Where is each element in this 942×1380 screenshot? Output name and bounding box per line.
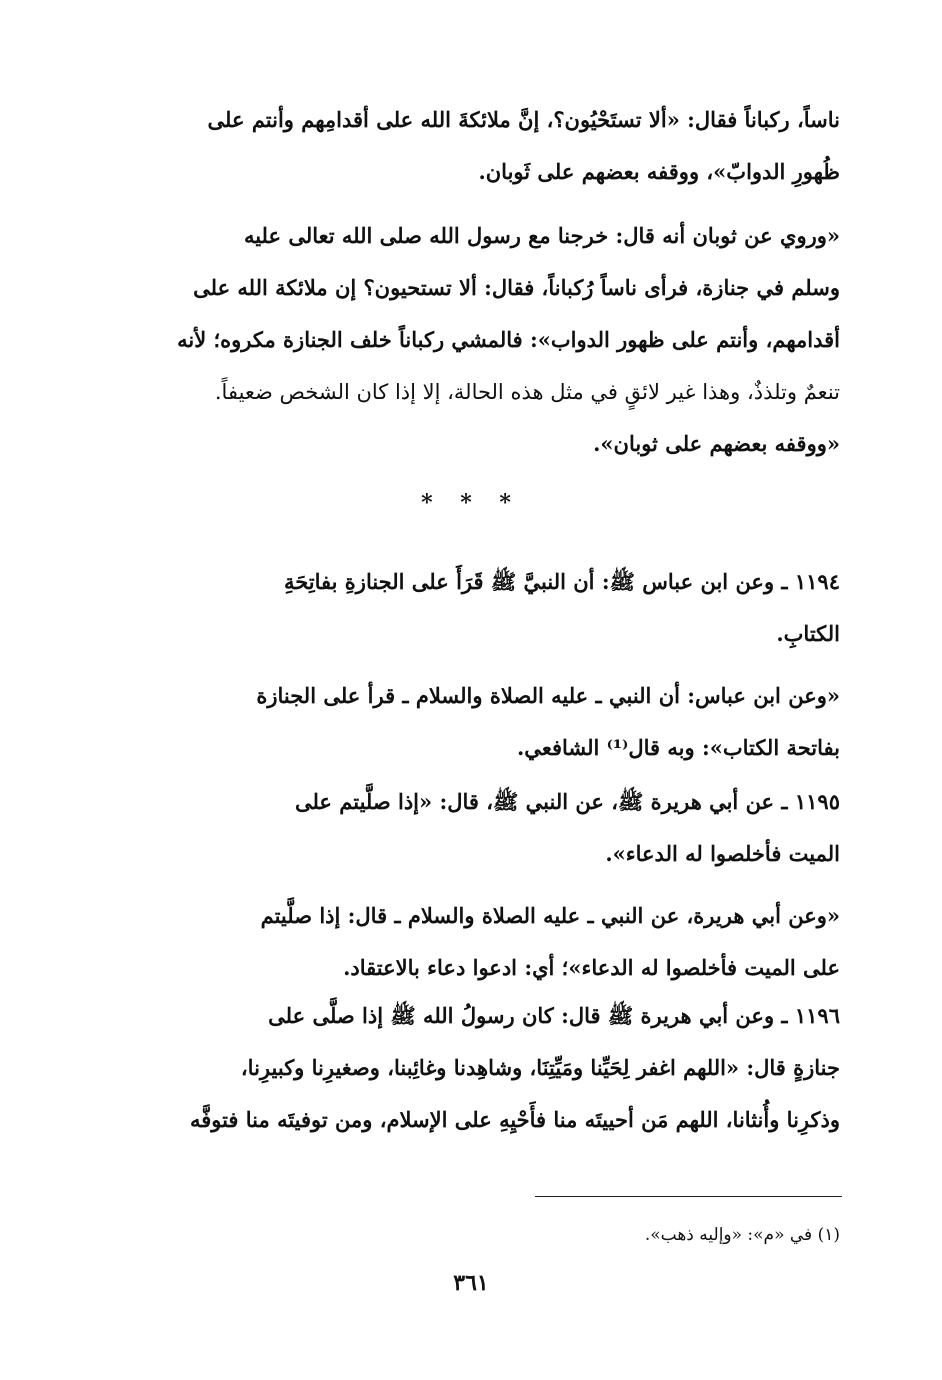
text-line: الميت فأخلصوا له الدعاء». — [605, 841, 840, 866]
paragraph-commentary — [130, 210, 840, 470]
text-line: ناساً، ركباناً فقال: «ألا تستَحْيُون؟، إنَّ ملائكةَ الله على أقدامِهم وأنتم على — [207, 107, 840, 132]
section-separator: * * * — [421, 490, 521, 516]
text-line: الكتابِ. — [776, 621, 840, 646]
text-line: «ووقفه بعضهم على ثوبان». — [593, 431, 840, 456]
paragraph-commentary — [130, 670, 840, 774]
text-line: أقدامهم، وأنتم على ظهور الدواب»: فالمشي ركباناً خلف الجنازة مكروه؛ لأنه — [177, 327, 840, 352]
paragraph-hadith-text — [130, 94, 840, 198]
text-line: «وروي عن ثوبان أنه قال: خرجنا مع رسول الله صلى الله تعالى عليه — [243, 223, 840, 248]
paragraph-commentary — [130, 890, 840, 994]
text-line: ١١٩٥ ـ عن أبي هريرة ﷺ، عن النبي ﷺ، قال: «إذا صلَّيتم على — [294, 789, 840, 814]
text-line: وسلم في جنازة، فرأى ناساً رُكباناً، فقال: ألا تستحيون؟ إن ملائكة الله على — [193, 275, 840, 300]
footnote: (١) في «م»: «وإليه ذهب». — [644, 1225, 840, 1245]
text-line: تنعمٌ وتلذذٌ، وهذا غير لائقٍ في مثل هذه الحالة، إلا إذا كان الشخص ضعيفاً. — [214, 380, 840, 404]
text-line: على الميت فأخلصوا له الدعاء»؛ أي: ادعوا دعاء بالاعتقاد. — [343, 955, 840, 980]
page-number: ٣٦١ — [453, 1270, 489, 1296]
text-line: «وعن أبي هريرة، عن النبي ـ عليه الصلاة والسلام ـ قال: إذا صلَّيتم — [260, 903, 840, 928]
paragraph-hadith-1194 — [130, 556, 840, 660]
text-line: ١١٩٤ ـ وعن ابن عباس ﷺ: أن النبيَّ ﷺ قَرَأَ على الجنازةِ بفاتِحَةِ — [283, 569, 840, 594]
paragraph-hadith-1196 — [130, 990, 840, 1146]
text-line: «وعن ابن عباس: أن النبي ـ عليه الصلاة والسلام ـ قرأ على الجنازة — [256, 683, 840, 708]
text-line: جنازةٍ قال: «اللهم اغفر لِحَيِّنا ومَيِّتِنَا، وشاهِدنا وغائِبنا، وصغيرِنا وكبيرِنا، — [240, 1055, 840, 1080]
text-line: ظُهورِ الدوابّ»، ووقفه بعضهم على ثَوبان. — [478, 159, 840, 184]
footnote-divider — [535, 1196, 842, 1197]
text-line: وذكرِنا وأُنثانا، اللهم مَن أحييتَه منا فأَحْيِهِ على الإسلام، ومن توفيتَه منا فتوفَّه — [189, 1107, 840, 1132]
text-line: بفاتحة الكتاب»: وبه قال⁽¹⁾ الشافعي. — [517, 735, 840, 760]
paragraph-hadith-1195 — [130, 776, 840, 880]
text-line: ١١٩٦ ـ وعن أبي هريرة ﷺ قال: كان رسولُ الله ﷺ إذا صلَّى على — [268, 1003, 840, 1028]
